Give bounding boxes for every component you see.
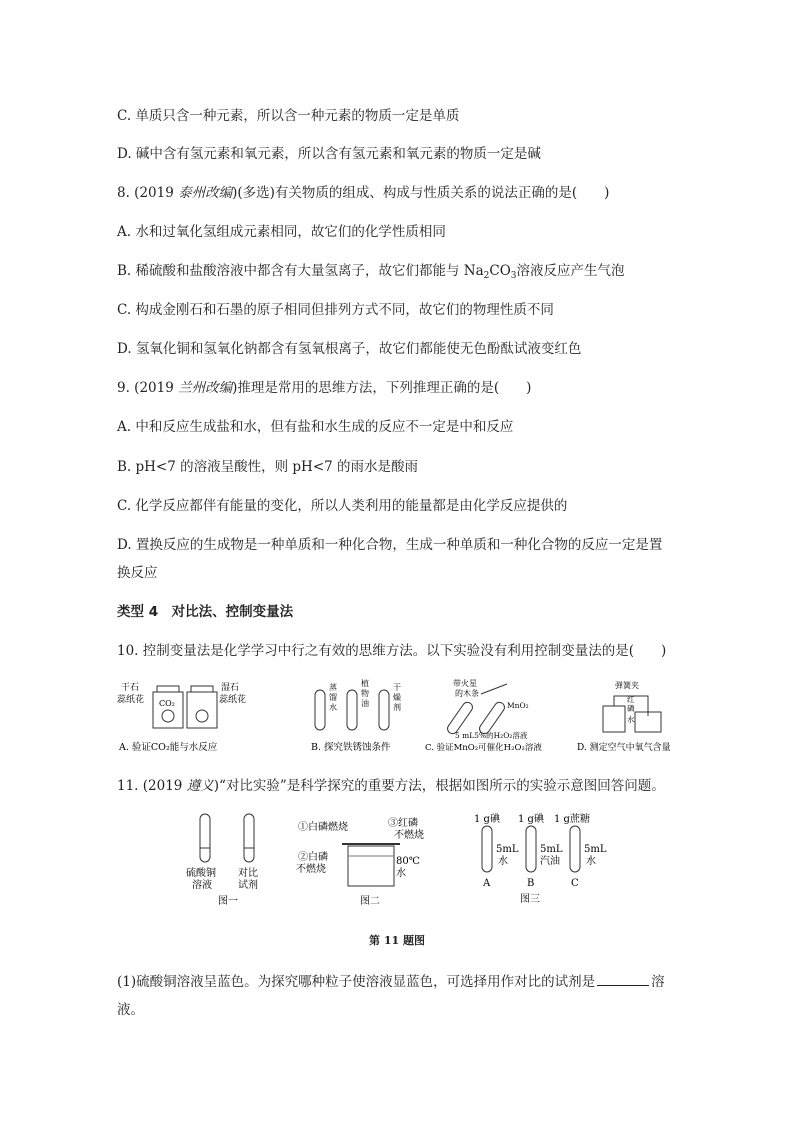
q11-fig2-caption: 图二 bbox=[360, 896, 380, 907]
question-11 bbox=[117, 774, 665, 794]
fig-c-splint bbox=[481, 684, 507, 694]
q11-fig1-label-1b: 溶液 bbox=[192, 880, 212, 891]
q10-figures-svg bbox=[115, 676, 705, 762]
fig-b-label-3c: 剂 bbox=[393, 703, 401, 712]
q8b-text-post: 溶液反应产生气泡 bbox=[516, 263, 625, 279]
question-10: 10. 控制变量法是化学学习中行之有效的思维方法。以下实验没有利用控制变量法的是( ) bbox=[117, 643, 667, 659]
fig-a-caption: A. 验证CO₂能与水反应 bbox=[119, 742, 218, 753]
q11-fig1-caption: 图一 bbox=[218, 896, 238, 907]
q11-fig2-a: ①白磷燃烧 bbox=[298, 822, 348, 833]
fig-a-label-right-2: 蕊纸花 bbox=[219, 695, 247, 705]
q11-fig2-c2: 不燃烧 bbox=[296, 864, 326, 875]
q8-number: 8. (2019 bbox=[117, 185, 179, 201]
q11-figures-svg bbox=[180, 808, 620, 916]
q11-fig2-b1: ③红磷 bbox=[388, 818, 418, 829]
q11-fig3-tube-c bbox=[570, 826, 580, 872]
q11-fig3-l1a: 5mL bbox=[496, 844, 519, 855]
q9-option-d-line2: 换反应 bbox=[117, 565, 158, 581]
q8b-co-sub: 3 bbox=[510, 271, 517, 281]
fig-c-top-2: 的木条 bbox=[455, 689, 479, 698]
q11-fig3-tube-a bbox=[482, 826, 492, 872]
q11-fig2-beaker bbox=[348, 846, 394, 886]
question-9 bbox=[117, 376, 531, 396]
fig-b-label-2b: 物 bbox=[361, 689, 369, 698]
figure-b bbox=[311, 678, 401, 753]
fig-d-red-1: 红 bbox=[627, 695, 635, 704]
q11-fig1-tube-1 bbox=[200, 814, 210, 862]
q11-fig3-tube-b bbox=[526, 826, 536, 872]
q8b-na-sub: 2 bbox=[483, 271, 490, 281]
q11-fig3-l2a: 5mL bbox=[540, 844, 563, 855]
q11-fig3-l3b: 水 bbox=[586, 856, 596, 867]
q11-fig3-top1: 1 g碘 bbox=[474, 814, 500, 825]
section-heading: 类型 4 对比法、控制变量法 bbox=[117, 604, 294, 620]
fig-c-top-1: 带火星 bbox=[453, 679, 477, 688]
q11-fig1 bbox=[186, 814, 258, 907]
q11-fig3-l3a: 5mL bbox=[584, 844, 607, 855]
fig-b-tube-1 bbox=[315, 690, 325, 730]
figure-caption: 第 11 题图 bbox=[369, 934, 425, 947]
q11-fig3-caption: 图三 bbox=[520, 894, 540, 905]
q11-fig3-top3: 1 g蔗糖 bbox=[554, 814, 590, 825]
q11-fig3-l2b: 汽油 bbox=[540, 856, 560, 867]
q9-option-c: C. 化学反应都伴有能量的变化，所以人类利用的能量都是由化学反应提供的 bbox=[117, 498, 568, 514]
fig-b-label-1b: 馏 bbox=[329, 693, 337, 702]
q8-option-d: D. 氢氧化铜和氢氧化钠都含有氢氧根离子，故它们都能使无色酚酞试液变红色 bbox=[117, 341, 582, 357]
q11-fig1-label-2a: 对比 bbox=[238, 868, 258, 879]
q11-stem: )“对比实验”是科学探究的重要方法，根据如图所示的实验示意图回答问题。 bbox=[213, 778, 665, 794]
q11-fig1-label-2b: 试剂 bbox=[238, 880, 258, 891]
fig-c-solution: 5 mL5%的H₂O₂溶液 bbox=[455, 731, 528, 740]
q8b-co: CO bbox=[489, 263, 511, 279]
q9-source: 兰州改编 bbox=[178, 380, 233, 396]
q11-fig3-C: C bbox=[571, 878, 579, 889]
fig-c-mno2: MnO₂ bbox=[507, 701, 529, 710]
fig-b-tube-3 bbox=[379, 690, 389, 730]
q8-option-c: C. 构成金刚石和石墨的原子相同但排列方式不同，故它们的物理性质不同 bbox=[117, 302, 554, 318]
q11-fig2-temp1: 80℃ bbox=[396, 856, 420, 867]
q10-figures bbox=[115, 676, 705, 762]
q11-fig2-temp2: 水 bbox=[396, 868, 406, 879]
figure-c bbox=[425, 678, 542, 753]
option-d-q7: D. 碱中含有氢元素和氧元素，所以含有氢元素和氧元素的物质一定是碱 bbox=[117, 146, 541, 162]
fig-a-label-right-1: 湿石 bbox=[221, 683, 240, 693]
fig-b-label-3: 干 bbox=[393, 683, 401, 692]
option-c-q7: C. 单质只含一种元素，所以含一种元素的物质一定是单质 bbox=[117, 108, 460, 124]
q8-option-b bbox=[117, 259, 625, 281]
fig-b-label-1: 蒸 bbox=[329, 683, 337, 692]
fig-a-label-left-1: 干石 bbox=[121, 683, 140, 693]
fig-c-caption: C. 验证MnO₂可催化H₂O₂溶液 bbox=[425, 743, 542, 753]
q9-number: 9. (2019 bbox=[117, 380, 179, 396]
q11-fig3-l1b: 水 bbox=[498, 856, 508, 867]
fig-a-bottle-right-neck bbox=[191, 686, 213, 692]
q8b-text-pre: B. 稀硫酸和盐酸溶液中都含有大量氢离子，故它们都能与 Na bbox=[117, 263, 484, 279]
q8-source: 泰州改编 bbox=[178, 185, 233, 201]
q11-part-1 bbox=[117, 970, 665, 990]
q9-option-d-line1: D. 置换反应的生成物是一种单质和一种化合物，生成一种单质和一种化合物的反应一定是置 bbox=[117, 537, 663, 553]
fig-b-label-3b: 燥 bbox=[393, 693, 401, 702]
q11-fig3 bbox=[474, 812, 607, 905]
q11-1-text: (1)硫酸铜溶液呈蓝色。为探究哪种粒子使溶液显蓝色，可选择用作对比的试剂是 bbox=[117, 974, 596, 990]
q11-fig2-b2: 不燃烧 bbox=[394, 830, 424, 841]
q11-fig1-label-1a: 硫酸铜 bbox=[186, 868, 216, 879]
q11-fig2-c1: ②白磷 bbox=[298, 852, 328, 863]
q9-stem: )推理是常用的思维方法，下列推理正确的是( ) bbox=[232, 380, 532, 396]
fig-b-label-2: 植 bbox=[361, 679, 369, 688]
fig-b-caption: B. 探究铁锈蚀条件 bbox=[311, 742, 391, 753]
q8-option-a: A. 水和过氧化氢组成元素相同，故它们的化学性质相同 bbox=[117, 224, 446, 240]
q11-1-tail: 溶 bbox=[651, 974, 665, 990]
q9-option-b: B. pH<7 的溶液呈酸性，则 pH<7 的雨水是酸雨 bbox=[117, 459, 419, 475]
q9-option-a: A. 中和反应生成盐和水，但有盐和水生成的反应不一定是中和反应 bbox=[117, 419, 514, 435]
fig-a-gas-left: CO₂ bbox=[159, 699, 175, 708]
q11-fig3-B: B bbox=[527, 878, 535, 889]
fig-b-label-1c: 水 bbox=[329, 703, 337, 712]
q11-fig1-tube-2 bbox=[244, 814, 254, 862]
fig-a-flower-left bbox=[162, 710, 174, 722]
fig-b-label-2c: 油 bbox=[361, 699, 369, 708]
fig-b-tube-2 bbox=[347, 690, 357, 730]
q11-figures bbox=[180, 808, 620, 916]
q11-fig2 bbox=[296, 816, 424, 907]
q8-stem: )(多选)有关物质的组成、构成与性质关系的说法正确的是( ) bbox=[232, 185, 610, 201]
fig-a-bottle-left-neck bbox=[157, 686, 179, 692]
q11-part-1-line2: 液。 bbox=[117, 1002, 144, 1018]
fig-d-red-2: 磷 bbox=[627, 704, 635, 713]
question-8 bbox=[117, 181, 609, 201]
fig-d-bottle bbox=[603, 706, 625, 732]
figure-d bbox=[577, 680, 671, 753]
fig-a-flower-right bbox=[196, 710, 208, 722]
fig-d-clip: 弹簧夹 bbox=[615, 681, 639, 690]
q11-number: 11. (2019 bbox=[117, 778, 187, 794]
q11-fig3-top2: 1 g碘 bbox=[518, 814, 544, 825]
q11-fig3-A: A bbox=[483, 878, 491, 889]
answer-blank[interactable] bbox=[597, 973, 649, 986]
q11-source: 遵义 bbox=[186, 778, 214, 794]
fig-d-water: 水 bbox=[627, 715, 635, 724]
fig-a-label-left-2: 蕊纸花 bbox=[117, 695, 145, 705]
fig-d-caption: D. 测定空气中氧气含量 bbox=[577, 743, 671, 753]
figure-a bbox=[117, 682, 246, 753]
